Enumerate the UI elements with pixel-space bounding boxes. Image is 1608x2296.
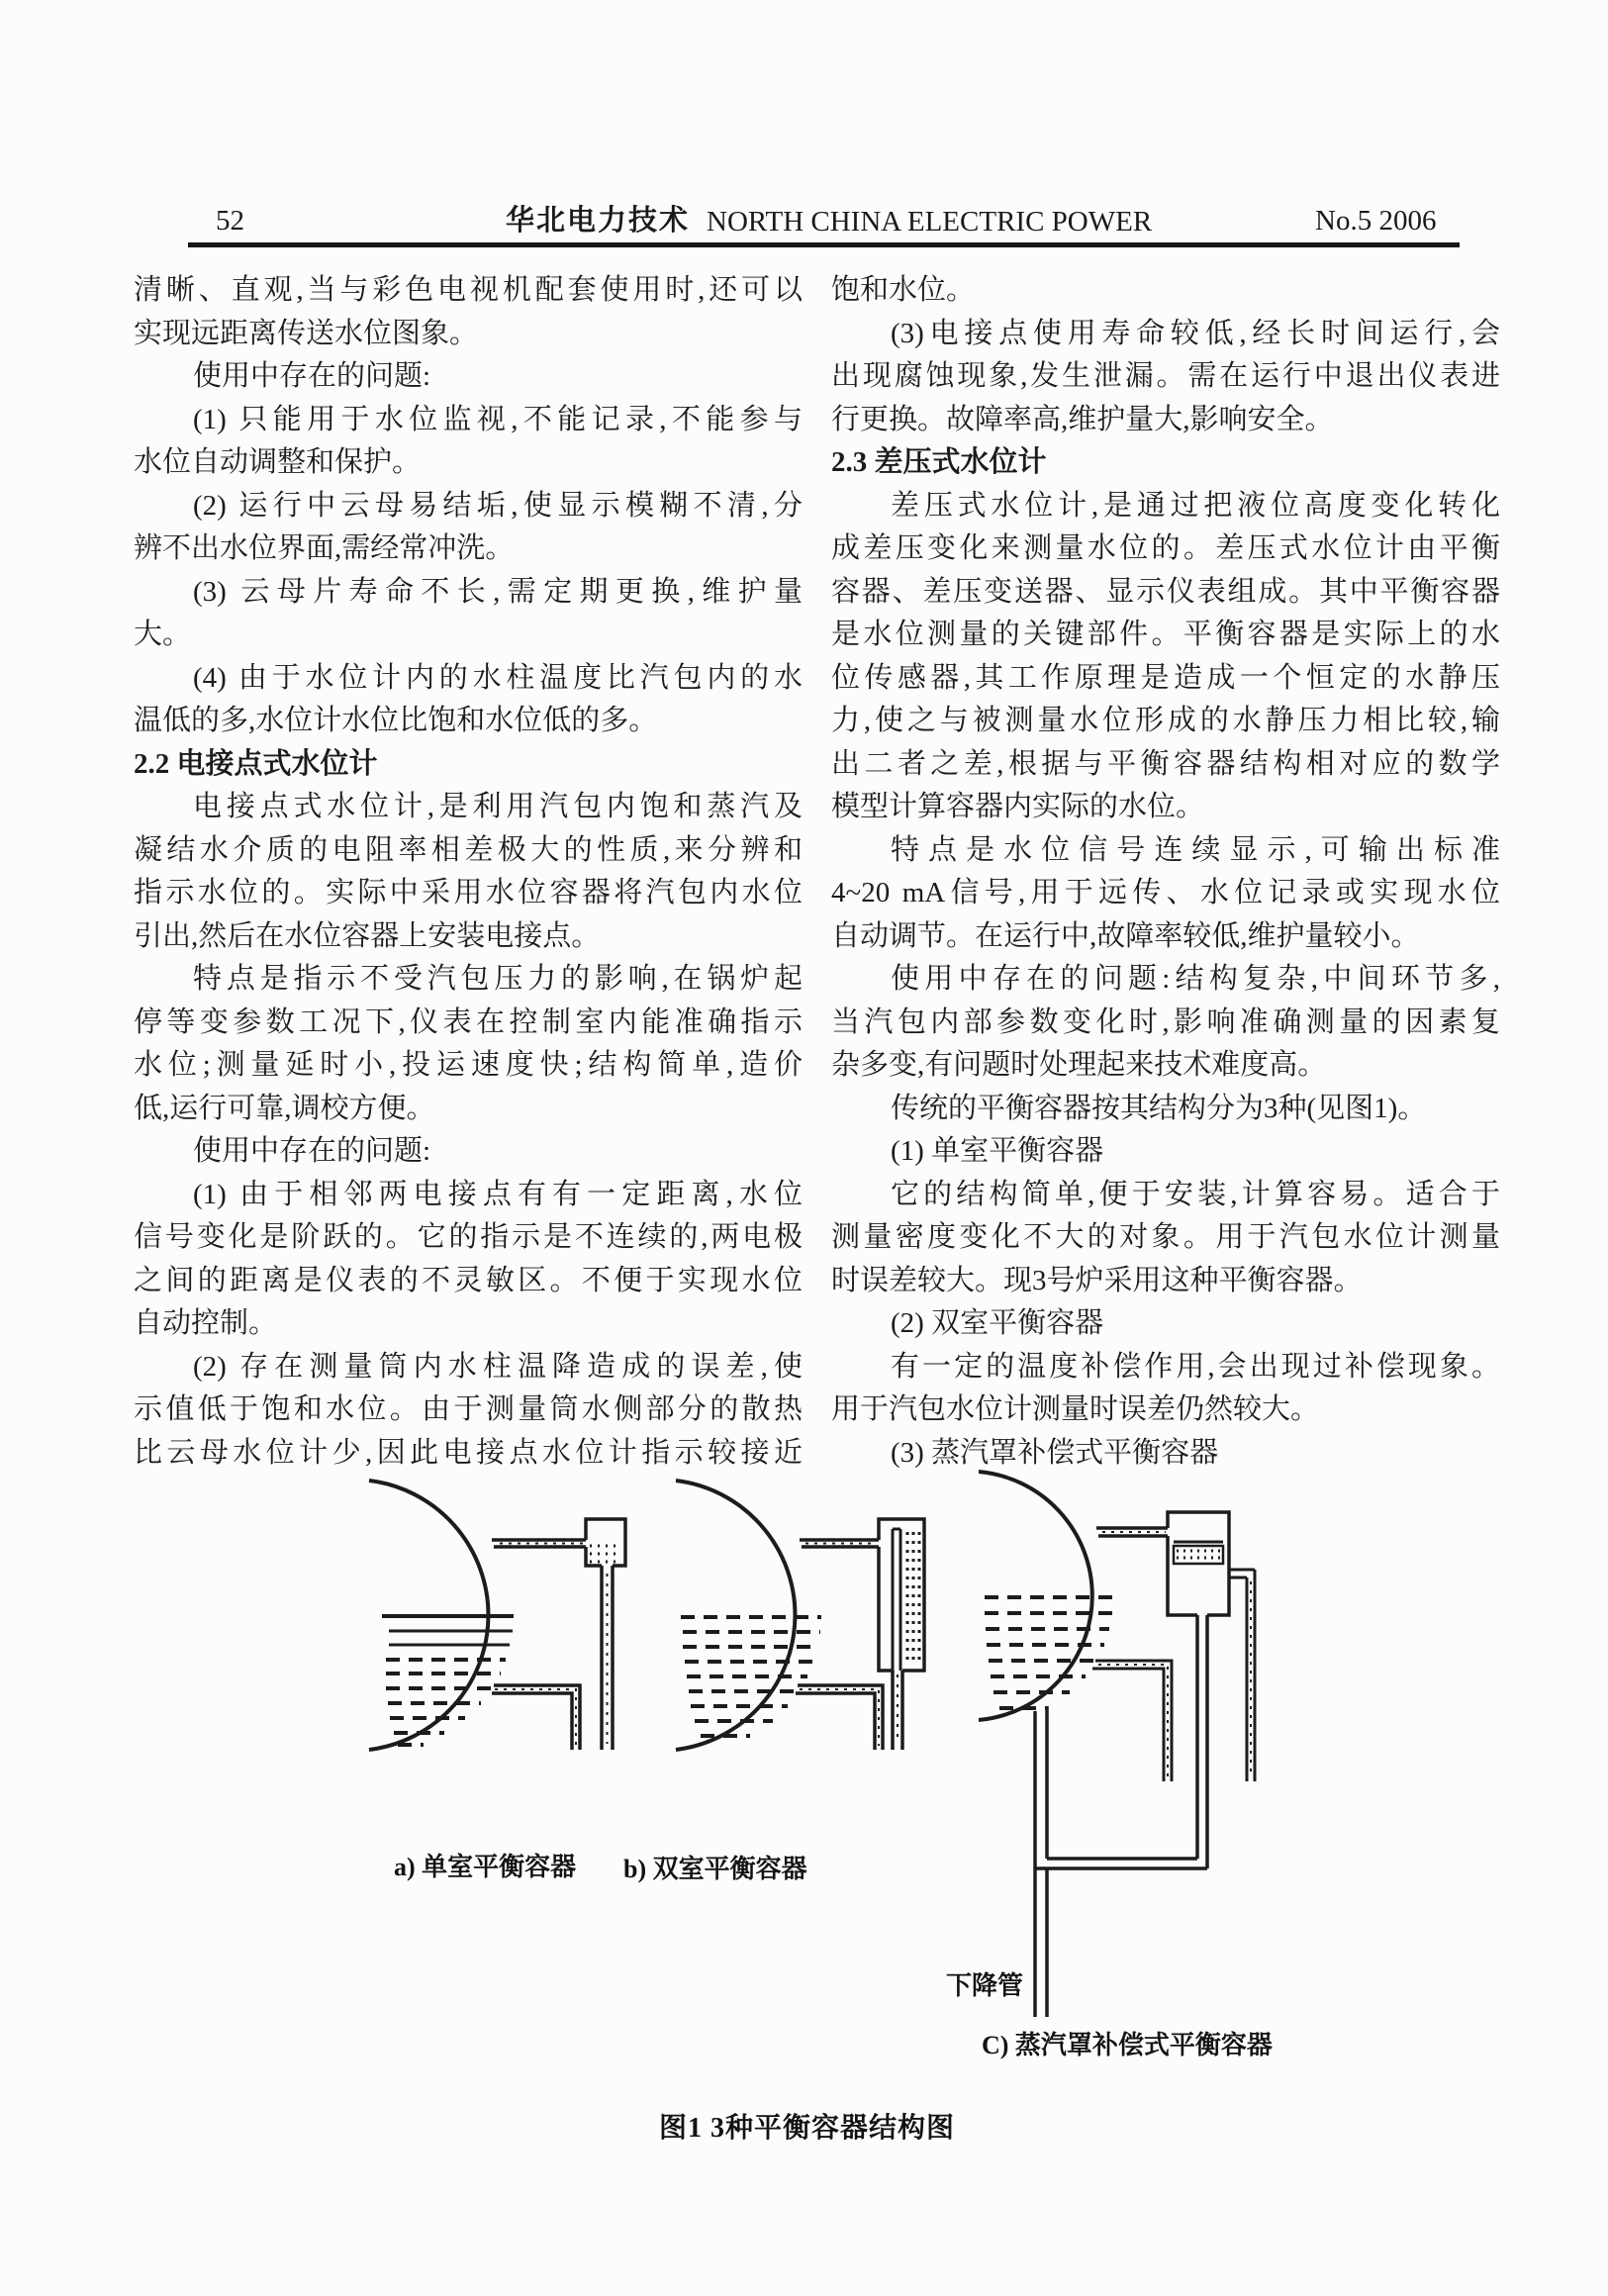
text-line: 成差压变化来测量水位的。差压式水位计由平衡 [831,532,1500,564]
right-column [831,269,1500,1475]
text-line: 引出,然后在水位容器上安装电接点。 [134,919,601,952]
text-line: 电接点式水位计,是利用汽包内饱和蒸汽及 [193,791,803,822]
text-line: 指示水位的。实际中采用水位容器将汽包内水位 [134,877,803,909]
text-line: (4) 由于水位计内的水柱温度比汽包内的水 [193,661,803,694]
text-line: (3) 云母片寿命不长,需定期更换,维护量 [193,575,803,608]
journal-title-cn: 华北电力技术 [506,205,691,237]
text-line: 实现远距离传送水位图象。 [134,317,479,349]
section-heading: 2.3 差压式水位计 [831,446,1047,478]
text-line: 低,运行可靠,调校方便。 [134,1092,435,1124]
header-rule [188,242,1460,247]
page-number: 52 [216,205,244,237]
text-line: 是水位测量的关键部件。平衡容器是实际上的水 [831,619,1500,650]
figure-label-b: b) 双室平衡容器 [623,1855,807,1883]
text-line: 它的结构简单,便于安装,计算容易。适合于 [891,1178,1500,1210]
diagram-c-steam-jacket [979,1472,1255,2017]
text-line: 使用中存在的问题: [193,360,431,392]
journal-title-en: NORTH CHINA ELECTRIC POWER [707,206,1153,238]
text-line: (1) 单室平衡容器 [891,1135,1104,1167]
text-line: 水位自动调整和保护。 [134,446,422,478]
diagram-a-single-chamber [369,1481,625,1750]
text-line: (1) 只能用于水位监视,不能记录,不能参与 [193,403,803,435]
text-line: 凝结水介质的电阻率相差极大的性质,来分辨和 [134,833,803,866]
text-line: 力,使之与被测量水位形成的水静压力相比较,输 [831,705,1500,736]
text-line: 清晰、直观,当与彩色电视机配套使用时,还可以 [134,274,803,306]
text-line: 模型计算容器内实际的水位。 [831,791,1205,822]
text-line: 行更换。故障率高,维护量大,影响安全。 [831,403,1334,435]
text-line: 示值低于饱和水位。由于测量筒水侧部分的散热 [134,1393,803,1425]
section-heading: 2.2 电接点式水位计 [134,747,378,780]
text-line: 比云母水位计少,因此电接点水位计指示较接近 [134,1436,803,1469]
figure-caption: 图1 3种平衡容器结构图 [659,2113,956,2144]
text-line: 温低的多,水位计水位比饱和水位低的多。 [134,705,658,736]
text-line: 饱和水位。 [831,274,976,306]
issue-number: No.5 2006 [1315,205,1437,237]
text-line: 信号变化是阶跃的。它的指示是不连续的,两电极 [134,1221,803,1253]
downcomer-label: 下降管 [946,1971,1024,2000]
text-line: 特点是水位信号连续显示,可输出标准 [891,833,1500,866]
text-line: 大。 [134,619,192,650]
text-line: (2) 运行中云母易结垢,使显示模糊不清,分 [193,489,803,522]
text-line: 容器、差压变送器、显示仪表组成。其中平衡容器 [831,575,1500,608]
text-line: 有一定的温度补偿作用,会出现过补偿现象。 [891,1350,1500,1383]
figure-label-a: a) 单室平衡容器 [394,1853,577,1881]
text-line: (3)电接点使用寿命较低,经长时间运行,会 [891,317,1500,349]
text-line: 当汽包内部参数变化时,影响准确测量的因素复 [831,1005,1500,1038]
text-line: 自动调节。在运行中,故障率较低,维护量较小。 [831,919,1420,952]
text-line: 停等变参数工况下,仪表在控制室内能准确指示 [134,1005,803,1038]
diagram-b-double-chamber [676,1481,924,1750]
text-line: (3) 蒸汽罩补偿式平衡容器 [891,1436,1219,1469]
text-line: 水位;测量延时小,投运速度快;结构简单,造价 [134,1049,803,1081]
text-line: 测量密度变化不大的对象。用于汽包水位计测量 [831,1221,1500,1253]
text-line: 用于汽包水位计测量时误差仍然较大。 [831,1393,1320,1425]
text-line: 出二者之差,根据与平衡容器结构相对应的数学 [831,747,1500,780]
text-line: 特点是指示不受汽包压力的影响,在锅炉起 [193,963,803,995]
text-line: 4~20 mA信号,用于远传、水位记录或实现水位 [831,877,1500,909]
text-line: 传统的平衡容器按其结构分为3种(见图1)。 [891,1092,1427,1124]
text-line: (2) 存在测量筒内水柱温降造成的误差,使 [193,1350,803,1383]
text-line: 使用中存在的问题: [193,1135,431,1167]
text-line: 辨不出水位界面,需经常冲洗。 [134,532,515,564]
text-line: 之间的距离是仪表的不灵敏区。不便于实现水位 [134,1264,803,1296]
left-column [134,269,803,1475]
text-line: 时误差较大。现3号炉采用这种平衡容器。 [831,1264,1363,1296]
text-line: 自动控制。 [134,1307,278,1339]
figure-label-c: C) 蒸汽罩补偿式平衡容器 [982,2031,1273,2059]
text-line: 出现腐蚀现象,发生泄漏。需在运行中退出仪表进 [831,360,1500,392]
text-line: 差压式水位计,是通过把液位高度变化转化 [891,489,1500,522]
text-line: (1) 由于相邻两电接点有有一定距离,水位 [193,1178,803,1210]
text-line: 使用中存在的问题:结构复杂,中间环节多, [891,963,1500,995]
text-line: 位传感器,其工作原理是造成一个恒定的水静压 [831,661,1500,694]
text-line: 杂多变,有问题时处理起来技术难度高。 [831,1049,1327,1081]
figure-1-diagram [0,1455,1608,2068]
text-line: (2) 双室平衡容器 [891,1307,1104,1339]
